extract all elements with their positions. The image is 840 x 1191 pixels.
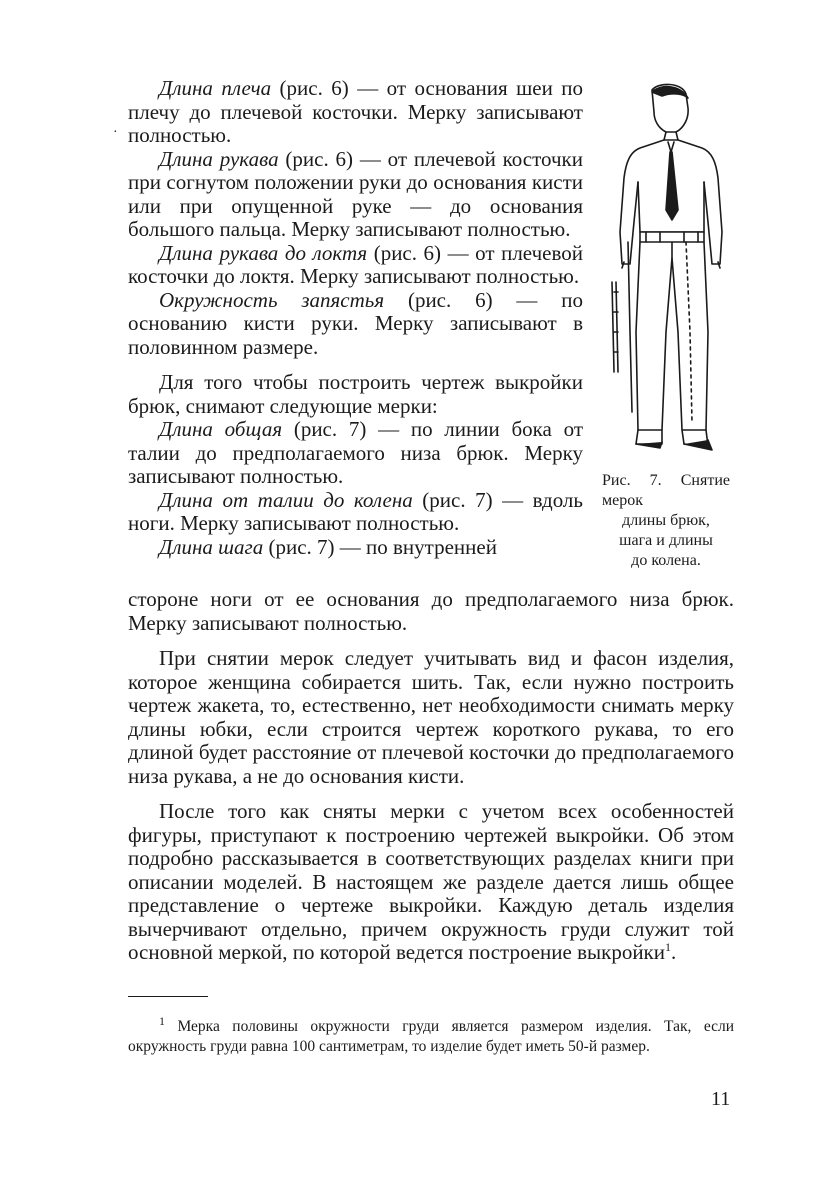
- definition: (рис. 6) — от основания шеи по плечу до плечевой косточки. Мерку записывают полностью.: [128, 76, 584, 147]
- paragraph-waist-to-knee: [128, 489, 583, 536]
- paragraph-measurements-note: [128, 647, 734, 788]
- print-speck: ·: [113, 125, 118, 140]
- paragraph-trousers-intro: [128, 371, 583, 418]
- footnote-text: Мерка половины окружности груди является размером изделия. Так, если окружность груди равна 100 сантиметрам, то изделие будет иметь 50-й размер.: [128, 1018, 735, 1055]
- man-in-trousers-measurement-icon: [600, 82, 730, 462]
- paragraph-total-length: [128, 418, 583, 489]
- definition: (рис. 6) — от плечевой косточки при согнутом положении руки до основания кисти или при опущенной руке — до основания большого пальца. Мерку записывают полностью.: [128, 146, 583, 241]
- caption-line: длины брюк,: [622, 512, 710, 529]
- top-text-column: [128, 77, 583, 559]
- paragraph-shoulder-length: [128, 77, 583, 148]
- body-text: После того как сняты мерки с учетом всех особенностей фигуры, приступают к построению чертежей выкройки. Об этом подробно рассказывается в соответствующих разделах книги при описании моделей. В настоящем же разделе дается лишь общее представление о чертеже выкройки. Каждую деталь изделия вычерчивают отдельно, причем окружность груди служит той основной меркой, по которой ведется построение выкройки: [128, 799, 734, 964]
- paragraph-sleeve-to-elbow: [128, 242, 583, 289]
- term: Окружность запястья: [159, 287, 385, 312]
- definition: (рис. 7) — вдоль ноги. Мерку записывают полностью.: [128, 487, 583, 535]
- definition: (рис. 6) — от плечевой косточки до локтя. Мерку записывают полностью.: [128, 240, 583, 288]
- paragraph-crotch-first-line: [128, 536, 583, 560]
- definition: (рис. 7) — по внутренней: [263, 534, 497, 559]
- caption-line: до колена.: [631, 552, 701, 569]
- caption-line: Рис. 7. Снятие мерок: [602, 472, 730, 509]
- page-number: 11: [711, 1088, 731, 1110]
- term: Длина от талии до колена: [159, 487, 413, 512]
- sentence-end: .: [671, 940, 677, 964]
- definition: (рис. 7) — по линии бока от талии до предполагаемого низа брюк. Мерку записывают полностью.: [128, 417, 583, 488]
- body-text: При снятии мерок следует учитывать вид и фасон изделия, которое женщина собирается шить. Так, если нужно построить чертеж жакета, то, естественно, нет необходимости снимать мерку длины юбки, если строится чертеж короткого рукава, то его длиной будет расстояние от плечевой косточки до предполагаемого низа рукава, а не до основания кисти.: [128, 646, 734, 788]
- full-width-text: [128, 588, 734, 965]
- figure-caption: [602, 471, 730, 571]
- paragraph-sleeve-length: [128, 148, 583, 242]
- footnote-marker: 1: [665, 940, 671, 954]
- paragraph-wrist: [128, 289, 583, 360]
- term: Длина рукава до локтя: [159, 240, 368, 265]
- footnote: [128, 1013, 735, 1057]
- footnote-divider: [128, 996, 208, 997]
- definition: Для того чтобы построить чертеж выкройки брюк, снимают следующие мерки:: [128, 370, 583, 418]
- term: Длина общая: [159, 417, 283, 441]
- term: Длина шага: [159, 534, 264, 559]
- footnote-marker: 1: [159, 1013, 165, 1028]
- term: Длина рукава: [159, 146, 279, 171]
- definition: (рис. 6) — по основанию кисти руки. Мерку записывают в половинном размере.: [128, 287, 583, 359]
- definition: стороне ноги от ее основания до предполагаемого низа брюк. Мерку записывают полностью.: [128, 587, 734, 635]
- paragraph-drafting: [128, 800, 734, 965]
- term: Длина плеча: [159, 76, 272, 100]
- caption-line: шага и длины: [619, 532, 713, 549]
- paragraph-crotch-continued: [128, 588, 734, 635]
